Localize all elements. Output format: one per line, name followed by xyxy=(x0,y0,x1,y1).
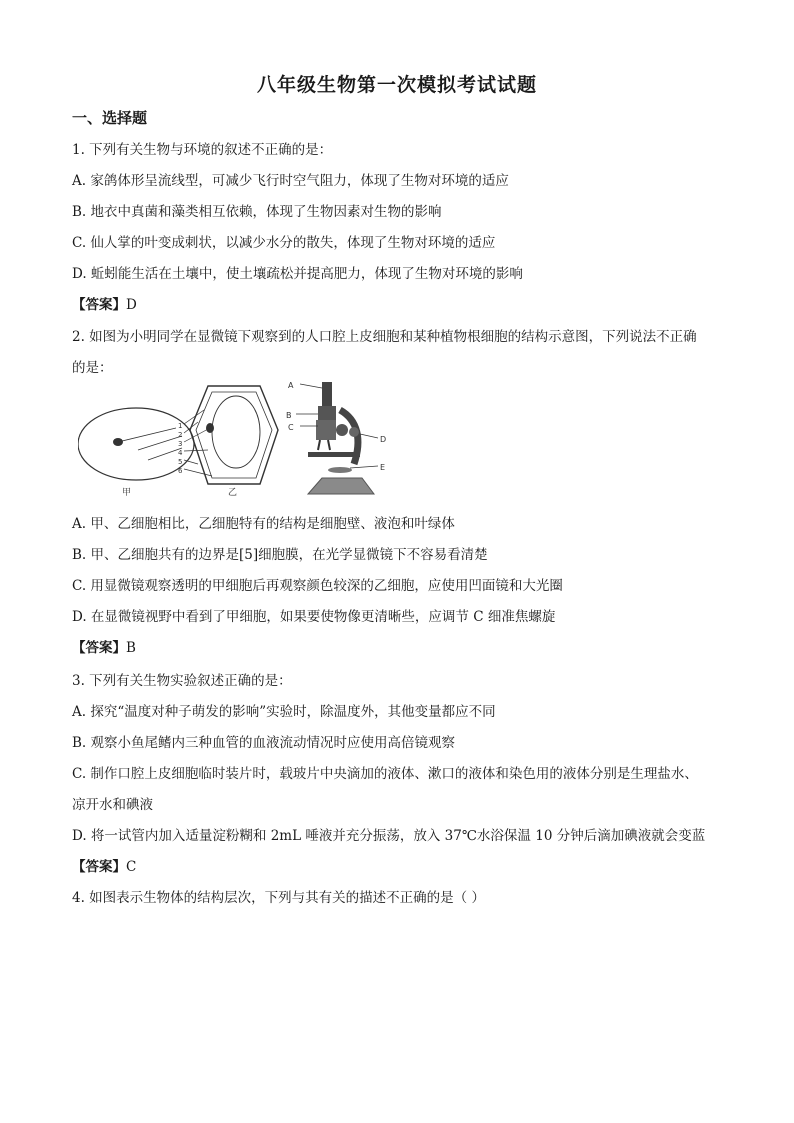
q2-option-b: B. 甲、乙细胞共有的边界是[5]细胞膜，在光学显微镜下不容易看清楚 xyxy=(72,547,488,563)
num-label-1: 1 xyxy=(178,422,183,430)
q1-stem: 1. 下列有关生物与环境的叙述不正确的是： xyxy=(72,142,333,158)
micro-label-c: C xyxy=(288,423,294,432)
q2-answer-value: B xyxy=(126,640,136,656)
q3-answer-value: C xyxy=(126,859,137,875)
q2-answer-label: 【答案】 xyxy=(72,640,126,656)
q1-option-a: A. 家鸽体形呈流线型，可减少飞行时空气阻力，体现了生物对环境的适应 xyxy=(72,173,509,189)
q4-stem: 4. 如图表示生物体的结构层次，下列与其有关的描述不正确的是（ ） xyxy=(72,890,485,906)
q3-option-b: B. 观察小鱼尾鳍内三种血管的血液流动情况时应使用高倍镜观察 xyxy=(72,735,456,751)
num-label-2: 2 xyxy=(178,431,183,439)
q2-stem-line2: 的是： xyxy=(72,360,113,376)
q2-option-c: C. 用显微镜观察透明的甲细胞后再观察颜色较深的乙细胞，应使用凹面镜和大光圈 xyxy=(72,578,563,594)
page-title: 八年级生物第一次模拟考试试题 xyxy=(256,74,537,96)
q1-option-b: B. 地衣中真菌和藻类相互依赖，体现了生物因素对生物的影响 xyxy=(72,204,442,220)
q1-answer xyxy=(72,295,732,315)
label-yi: 乙 xyxy=(228,488,238,498)
num-label-3: 3 xyxy=(178,440,183,448)
q2-option-d: D. 在显微镜视野中看到了甲细胞，如果要使物像更清晰些，应调节 C 细准焦螺旋 xyxy=(72,609,556,625)
q2-stem-line1: 2. 如图为小明同学在显微镜下观察到的人口腔上皮细胞和某种植物根细胞的结构示意图，下列说法不正确 xyxy=(72,329,697,345)
q2-option-a: A. 甲、乙细胞相比，乙细胞特有的结构是细胞壁、液泡和叶绿体 xyxy=(72,516,455,532)
q3-option-c-line2: 凉开水和碘液 xyxy=(72,797,153,813)
microscope-illustration xyxy=(296,382,378,494)
q1-option-c: C. 仙人掌的叶变成刺状，以减少水分的散失，体现了生物对环境的适应 xyxy=(72,235,496,251)
q2-answer xyxy=(72,638,732,658)
q3-stem: 3. 下列有关生物实验叙述正确的是： xyxy=(72,673,292,689)
q3-answer-label: 【答案】 xyxy=(72,859,126,875)
q3-answer xyxy=(72,857,732,877)
q3-option-a: A. 探究“温度对种子萌发的影响”实验时，除温度外，其他变量都应不同 xyxy=(72,704,496,720)
label-jia: 甲 xyxy=(122,488,132,498)
q3-option-c-line1: C. 制作口腔上皮细胞临时装片时，载玻片中央滴加的液体、漱口的液体和染色用的液体分别是生理盐水、 xyxy=(72,766,698,782)
cell-microscope-figure xyxy=(78,380,598,500)
q1-answer-label: 【答案】 xyxy=(72,297,126,313)
cell-yi-vacuole xyxy=(212,396,260,468)
micro-label-d: D xyxy=(380,435,387,444)
section-heading: 一、选择题 xyxy=(72,109,148,127)
num-label-4: 4 xyxy=(178,449,183,457)
num-label-6: 6 xyxy=(178,467,183,475)
num-label-5: 5 xyxy=(178,458,183,466)
q1-answer-value: D xyxy=(126,297,137,313)
q3-option-d: D. 将一试管内加入适量淀粉糊和 2mL 唾液并充分振荡，放入 37℃水浴保温 10 分钟后滴加碘液就会变蓝 xyxy=(72,828,706,844)
micro-label-b: B xyxy=(286,411,292,420)
cell-jia-outline xyxy=(78,408,194,480)
micro-label-e: E xyxy=(380,463,386,472)
micro-label-a: A xyxy=(288,381,294,390)
cell-yi-wall xyxy=(190,386,278,484)
q1-option-d: D. 蚯蚓能生活在土壤中，使土壤疏松并提高肥力，体现了生物对环境的影响 xyxy=(72,266,523,282)
